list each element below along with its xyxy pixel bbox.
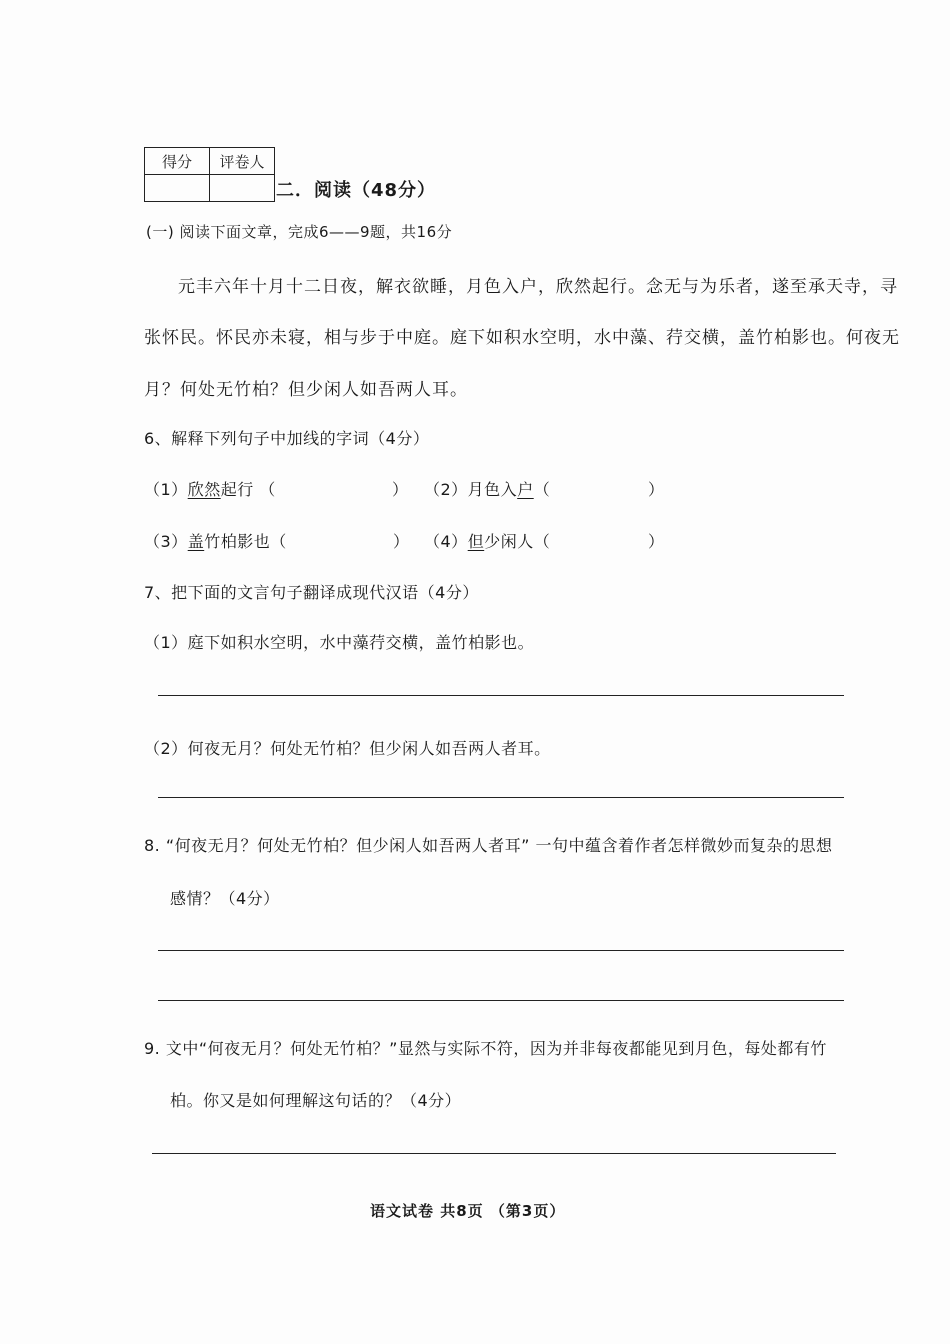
q6-item-4-underlined: 但 [467, 532, 485, 551]
q6-item-2 [424, 477, 550, 500]
q9-line-1: 9. 文中“何夜无月？何处无竹柏？”显然与实际不符，因为并非每夜都能见到月色，每处都有竹 [144, 1039, 827, 1058]
q8-line-2: 感情？（4分） [170, 889, 280, 908]
section-title: 二．阅读（48分） [276, 180, 437, 201]
q6-item-2-rest: （ [533, 480, 551, 499]
q6-item-1-underlined: 欣然 [187, 480, 221, 499]
q6-item-3 [144, 529, 287, 552]
q8-answer-line-2[interactable] [158, 1000, 844, 1001]
q6-item-1-close: ） [392, 480, 409, 499]
passage-line-1: 元丰六年十月十二日夜，解衣欲睡，月色入户，欣然起行。念无与为乐者，遂至承天寺，寻 [178, 277, 898, 297]
part1-instruction: (一) 阅读下面文章，完成6——9题，共16分 [146, 223, 453, 241]
page-footer: 语文试卷 共8页 （第3页） [370, 1202, 566, 1220]
q7-sub-2: （2）何夜无月？何处无竹柏？但少闲人如吾两人者耳。 [144, 739, 551, 758]
q7-sub-1: （1）庭下如积水空明，水中藻荇交横，盖竹柏影也。 [144, 633, 535, 652]
passage-line-3: 月？何处无竹柏？但少闲人如吾两人耳。 [144, 380, 468, 400]
grader-cell [210, 175, 275, 202]
q9-line-2: 柏。你又是如何理解这句话的？（4分） [170, 1091, 462, 1110]
passage-line-2: 张怀民。怀民亦未寝，相与步于中庭。庭下如积水空明，水中藻、荇交横，盖竹柏影也。何夜无 [144, 328, 900, 348]
q6-item-1-rest: 起行 （ [220, 480, 276, 499]
q6-title: 6、解释下列句子中加线的字词（4分） [144, 429, 430, 448]
q6-item-2-prefix: （2）月色入 [424, 480, 518, 499]
q6-item-3-rest: 竹柏影也（ [204, 532, 287, 551]
q6-item-3-underlined: 盖 [187, 532, 205, 551]
q6-item-1-prefix: （1） [144, 480, 188, 499]
q7-title: 7、把下面的文言句子翻译成现代汉语（4分） [144, 583, 479, 602]
q6-item-4 [424, 529, 550, 552]
q6-item-3-close: ） [393, 532, 410, 551]
q6-item-2-underlined: 户 [517, 480, 534, 499]
q8-answer-line-1[interactable] [158, 950, 844, 951]
q6-item-2-close: ） [648, 480, 665, 499]
score-table [144, 147, 275, 202]
q7-answer-line-1[interactable] [158, 695, 844, 696]
q9-answer-line[interactable] [152, 1153, 836, 1154]
q6-item-4-prefix: （4） [424, 532, 468, 551]
score-label: 得分 [145, 148, 210, 175]
q6-item-1 [144, 477, 276, 500]
q7-answer-line-2[interactable] [158, 797, 844, 798]
grader-label: 评卷人 [210, 148, 275, 175]
score-cell [145, 175, 210, 202]
q6-item-4-rest: 少闲人（ [484, 532, 551, 551]
q8-line-1: 8. “何夜无月？何处无竹柏？但少闲人如吾两人者耳” 一句中蕴含着作者怎样微妙而复杂的思想 [144, 836, 833, 855]
q6-item-3-prefix: （3） [144, 532, 188, 551]
q6-item-4-close: ） [648, 532, 665, 551]
